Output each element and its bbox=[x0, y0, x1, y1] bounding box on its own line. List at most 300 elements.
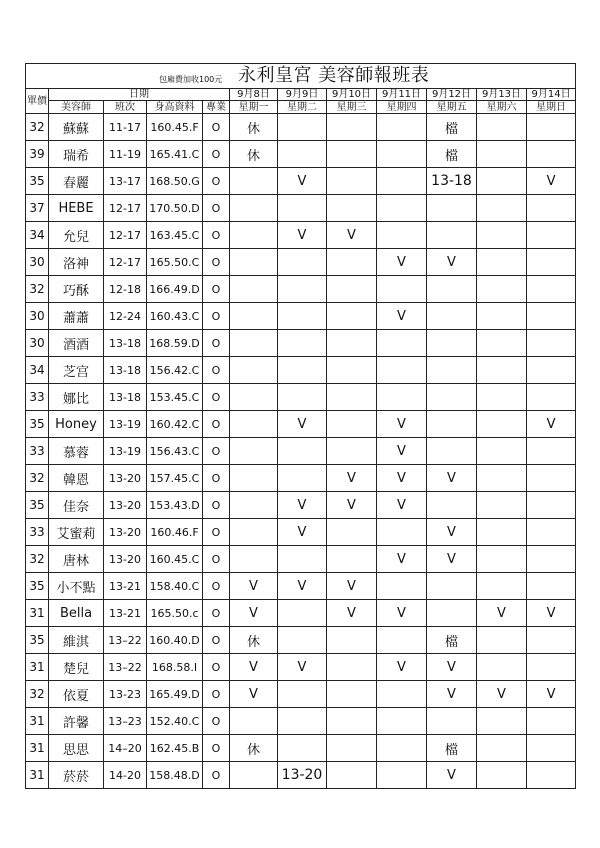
date-header: 9月13日 bbox=[477, 89, 527, 101]
day-cell: V bbox=[377, 465, 427, 492]
price-cell: 32 bbox=[26, 546, 49, 573]
shift-cell: 12-17 bbox=[104, 222, 147, 249]
price-cell: 31 bbox=[26, 762, 49, 789]
day-cell bbox=[327, 303, 377, 330]
beautician-name: 蘇蘇 bbox=[49, 114, 104, 141]
weekday-header: 星期一 bbox=[230, 101, 278, 114]
day-cell bbox=[230, 708, 278, 735]
table-row bbox=[26, 411, 576, 438]
shift-cell: 13–23 bbox=[104, 708, 147, 735]
day-cell bbox=[230, 519, 278, 546]
professional-cell: O bbox=[203, 276, 230, 303]
beautician-name: 蕭蕭 bbox=[49, 303, 104, 330]
shift-cell: 13–22 bbox=[104, 654, 147, 681]
shift-cell: 13-18 bbox=[104, 330, 147, 357]
beautician-name: 小不點 bbox=[49, 573, 104, 600]
table-row bbox=[26, 249, 576, 276]
day-cell bbox=[230, 384, 278, 411]
day-cell bbox=[477, 357, 527, 384]
day-cell bbox=[230, 222, 278, 249]
day-cell bbox=[278, 384, 327, 411]
table-row bbox=[26, 114, 576, 141]
weekday-header: 星期五 bbox=[427, 101, 477, 114]
day-cell bbox=[427, 195, 477, 222]
price-cell: 35 bbox=[26, 627, 49, 654]
table-row bbox=[26, 438, 576, 465]
body-column-header: 身高資料 bbox=[147, 101, 203, 114]
day-cell: V bbox=[427, 519, 477, 546]
day-cell: V bbox=[427, 249, 477, 276]
price-cell: 35 bbox=[26, 411, 49, 438]
day-cell bbox=[427, 573, 477, 600]
day-cell: V bbox=[527, 411, 576, 438]
body-data-cell: 153.43.D bbox=[147, 492, 203, 519]
day-cell bbox=[527, 546, 576, 573]
professional-cell: O bbox=[203, 168, 230, 195]
day-cell bbox=[327, 249, 377, 276]
day-cell bbox=[230, 546, 278, 573]
day-cell: 休 bbox=[230, 627, 278, 654]
shift-column-header: 班次 bbox=[104, 101, 147, 114]
price-cell: 34 bbox=[26, 357, 49, 384]
day-cell: 檔 bbox=[427, 114, 477, 141]
day-cell bbox=[427, 357, 477, 384]
day-cell bbox=[527, 573, 576, 600]
day-cell bbox=[477, 654, 527, 681]
day-cell: 13-20 bbox=[278, 762, 327, 789]
body-data-cell: 165.41.C bbox=[147, 141, 203, 168]
day-cell bbox=[477, 303, 527, 330]
header-row-dates bbox=[26, 89, 576, 101]
day-cell bbox=[278, 249, 327, 276]
day-cell bbox=[477, 627, 527, 654]
body-data-cell: 160.42.C bbox=[147, 411, 203, 438]
beautician-name: 佳奈 bbox=[49, 492, 104, 519]
shift-cell: 14–20 bbox=[104, 735, 147, 762]
day-cell: V bbox=[427, 546, 477, 573]
day-cell bbox=[427, 384, 477, 411]
day-cell bbox=[477, 573, 527, 600]
professional-cell: O bbox=[203, 357, 230, 384]
body-data-cell: 156.43.C bbox=[147, 438, 203, 465]
price-cell: 31 bbox=[26, 735, 49, 762]
body-data-cell: 153.45.C bbox=[147, 384, 203, 411]
price-cell: 30 bbox=[26, 330, 49, 357]
beautician-name: 允兒 bbox=[49, 222, 104, 249]
day-cell bbox=[477, 546, 527, 573]
beautician-name: 巧酥 bbox=[49, 276, 104, 303]
beautician-name: 慕蓉 bbox=[49, 438, 104, 465]
body-data-cell: 163.45.C bbox=[147, 222, 203, 249]
day-cell: V bbox=[377, 303, 427, 330]
body-data-cell: 166.49.D bbox=[147, 276, 203, 303]
professional-cell: O bbox=[203, 762, 230, 789]
day-cell: V bbox=[527, 600, 576, 627]
table-row bbox=[26, 600, 576, 627]
day-cell: V bbox=[278, 573, 327, 600]
day-cell bbox=[527, 249, 576, 276]
price-cell: 34 bbox=[26, 222, 49, 249]
day-cell: V bbox=[278, 519, 327, 546]
day-cell bbox=[278, 195, 327, 222]
day-cell bbox=[327, 762, 377, 789]
day-cell: V bbox=[377, 492, 427, 519]
day-cell bbox=[278, 114, 327, 141]
day-cell bbox=[477, 438, 527, 465]
day-cell bbox=[327, 438, 377, 465]
day-cell bbox=[477, 168, 527, 195]
day-cell: 檔 bbox=[427, 627, 477, 654]
shift-cell: 12-18 bbox=[104, 276, 147, 303]
shift-cell: 13-21 bbox=[104, 573, 147, 600]
professional-cell: O bbox=[203, 465, 230, 492]
day-cell bbox=[278, 438, 327, 465]
day-cell bbox=[278, 735, 327, 762]
body-data-cell: 168.50.G bbox=[147, 168, 203, 195]
day-cell: V bbox=[377, 654, 427, 681]
beautician-name: 思思 bbox=[49, 735, 104, 762]
day-cell bbox=[477, 762, 527, 789]
professional-cell: O bbox=[203, 681, 230, 708]
price-cell: 30 bbox=[26, 249, 49, 276]
shift-cell: 13-23 bbox=[104, 681, 147, 708]
date-header: 9月8日 bbox=[230, 89, 278, 101]
day-cell bbox=[477, 465, 527, 492]
professional-cell: O bbox=[203, 411, 230, 438]
day-cell bbox=[377, 708, 427, 735]
day-cell bbox=[477, 708, 527, 735]
day-cell: 13-18 bbox=[427, 168, 477, 195]
beautician-name: 菸菸 bbox=[49, 762, 104, 789]
table-row bbox=[26, 330, 576, 357]
professional-cell: O bbox=[203, 546, 230, 573]
day-cell: V bbox=[278, 222, 327, 249]
day-cell: V bbox=[527, 168, 576, 195]
day-cell: V bbox=[427, 681, 477, 708]
weekday-header: 星期六 bbox=[477, 101, 527, 114]
professional-cell: O bbox=[203, 735, 230, 762]
price-cell: 31 bbox=[26, 600, 49, 627]
day-cell: V bbox=[230, 681, 278, 708]
day-cell bbox=[377, 357, 427, 384]
header-row-labels bbox=[26, 101, 576, 114]
professional-cell: O bbox=[203, 222, 230, 249]
beautician-name: Bella bbox=[49, 600, 104, 627]
body-data-cell: 168.58.I bbox=[147, 654, 203, 681]
price-cell: 30 bbox=[26, 303, 49, 330]
day-cell bbox=[377, 330, 427, 357]
day-cell bbox=[327, 114, 377, 141]
body-data-cell: 165.50.C bbox=[147, 249, 203, 276]
body-data-cell: 160.45.C bbox=[147, 546, 203, 573]
table-row bbox=[26, 546, 576, 573]
beautician-name: 許馨 bbox=[49, 708, 104, 735]
day-cell: 休 bbox=[230, 114, 278, 141]
day-cell: V bbox=[477, 681, 527, 708]
price-cell: 32 bbox=[26, 465, 49, 492]
day-cell bbox=[527, 330, 576, 357]
day-cell bbox=[327, 735, 377, 762]
shift-cell: 13-21 bbox=[104, 600, 147, 627]
day-cell bbox=[327, 546, 377, 573]
day-cell bbox=[427, 708, 477, 735]
day-cell bbox=[327, 627, 377, 654]
day-cell bbox=[527, 114, 576, 141]
day-cell bbox=[327, 276, 377, 303]
name-column-header: 美容師 bbox=[49, 101, 104, 114]
day-cell bbox=[327, 519, 377, 546]
day-cell bbox=[477, 492, 527, 519]
day-cell bbox=[527, 141, 576, 168]
table-row bbox=[26, 654, 576, 681]
professional-cell: O bbox=[203, 627, 230, 654]
day-cell bbox=[278, 627, 327, 654]
date-header: 9月10日 bbox=[327, 89, 377, 101]
table-row bbox=[26, 384, 576, 411]
professional-cell: O bbox=[203, 600, 230, 627]
day-cell bbox=[327, 168, 377, 195]
day-cell bbox=[377, 114, 427, 141]
day-cell bbox=[278, 357, 327, 384]
day-cell bbox=[477, 222, 527, 249]
day-cell: V bbox=[278, 168, 327, 195]
table-row bbox=[26, 141, 576, 168]
day-cell bbox=[377, 384, 427, 411]
professional-cell: O bbox=[203, 708, 230, 735]
price-cell: 35 bbox=[26, 168, 49, 195]
day-cell bbox=[278, 546, 327, 573]
day-cell bbox=[327, 141, 377, 168]
table-row bbox=[26, 357, 576, 384]
day-cell bbox=[230, 330, 278, 357]
day-cell: 檔 bbox=[427, 735, 477, 762]
day-cell bbox=[477, 384, 527, 411]
table-row bbox=[26, 519, 576, 546]
day-cell bbox=[278, 681, 327, 708]
beautician-name: 酒酒 bbox=[49, 330, 104, 357]
day-cell bbox=[327, 357, 377, 384]
day-cell: V bbox=[230, 600, 278, 627]
day-cell: V bbox=[230, 654, 278, 681]
beautician-name: 維淇 bbox=[49, 627, 104, 654]
day-cell bbox=[527, 735, 576, 762]
shift-cell: 13-17 bbox=[104, 168, 147, 195]
body-data-cell: 160.45.F bbox=[147, 114, 203, 141]
body-data-cell: 162.45.B bbox=[147, 735, 203, 762]
day-cell: V bbox=[327, 600, 377, 627]
day-cell: V bbox=[327, 222, 377, 249]
shift-cell: 13-19 bbox=[104, 438, 147, 465]
body-data-cell: 160.40.D bbox=[147, 627, 203, 654]
day-cell bbox=[278, 465, 327, 492]
beautician-name: 楚兒 bbox=[49, 654, 104, 681]
body-data-cell: 168.59.D bbox=[147, 330, 203, 357]
day-cell bbox=[230, 762, 278, 789]
day-cell bbox=[278, 708, 327, 735]
body-data-cell: 160.46.F bbox=[147, 519, 203, 546]
day-cell bbox=[527, 222, 576, 249]
day-cell bbox=[230, 303, 278, 330]
day-cell: 休 bbox=[230, 735, 278, 762]
professional-cell: O bbox=[203, 492, 230, 519]
price-cell: 33 bbox=[26, 438, 49, 465]
day-cell bbox=[230, 492, 278, 519]
professional-cell: O bbox=[203, 249, 230, 276]
day-cell bbox=[477, 114, 527, 141]
beautician-name: 瑞希 bbox=[49, 141, 104, 168]
table-row bbox=[26, 276, 576, 303]
date-header: 9月11日 bbox=[377, 89, 427, 101]
table-row bbox=[26, 762, 576, 789]
day-cell bbox=[377, 573, 427, 600]
schedule-table bbox=[25, 63, 576, 789]
day-cell bbox=[327, 708, 377, 735]
day-cell bbox=[377, 168, 427, 195]
day-cell bbox=[230, 357, 278, 384]
beautician-name: Honey bbox=[49, 411, 104, 438]
price-cell: 33 bbox=[26, 519, 49, 546]
shift-cell: 11-19 bbox=[104, 141, 147, 168]
shift-cell: 13-20 bbox=[104, 492, 147, 519]
day-cell bbox=[477, 411, 527, 438]
day-cell bbox=[427, 438, 477, 465]
pro-column-header: 專業 bbox=[203, 101, 230, 114]
shift-cell: 11-17 bbox=[104, 114, 147, 141]
day-cell bbox=[327, 384, 377, 411]
day-cell bbox=[527, 627, 576, 654]
shift-cell: 12-24 bbox=[104, 303, 147, 330]
price-cell: 32 bbox=[26, 276, 49, 303]
day-cell: V bbox=[427, 465, 477, 492]
day-cell: V bbox=[477, 600, 527, 627]
day-cell bbox=[527, 519, 576, 546]
day-cell bbox=[230, 276, 278, 303]
day-cell bbox=[427, 492, 477, 519]
day-cell bbox=[477, 195, 527, 222]
day-cell bbox=[278, 600, 327, 627]
day-cell bbox=[327, 195, 377, 222]
price-cell: 33 bbox=[26, 384, 49, 411]
day-cell bbox=[377, 222, 427, 249]
body-data-cell: 152.40.C bbox=[147, 708, 203, 735]
day-cell bbox=[527, 438, 576, 465]
body-data-cell: 158.40.C bbox=[147, 573, 203, 600]
price-column-header: 單價 bbox=[26, 89, 49, 114]
shift-cell: 13–22 bbox=[104, 627, 147, 654]
day-cell bbox=[377, 276, 427, 303]
day-cell bbox=[527, 465, 576, 492]
day-cell bbox=[527, 303, 576, 330]
day-cell bbox=[327, 330, 377, 357]
day-cell bbox=[527, 654, 576, 681]
day-cell: V bbox=[327, 492, 377, 519]
beautician-name: 艾蜜莉 bbox=[49, 519, 104, 546]
day-cell bbox=[377, 627, 427, 654]
shift-cell: 14-20 bbox=[104, 762, 147, 789]
day-cell: 檔 bbox=[427, 141, 477, 168]
shift-cell: 13-18 bbox=[104, 357, 147, 384]
shift-cell: 13-18 bbox=[104, 384, 147, 411]
day-cell bbox=[278, 303, 327, 330]
shift-cell: 13-20 bbox=[104, 465, 147, 492]
day-cell bbox=[427, 600, 477, 627]
professional-cell: O bbox=[203, 114, 230, 141]
day-cell bbox=[527, 708, 576, 735]
day-cell bbox=[278, 330, 327, 357]
date-column-header: 日期 bbox=[49, 89, 230, 101]
professional-cell: O bbox=[203, 330, 230, 357]
price-cell: 31 bbox=[26, 654, 49, 681]
day-cell bbox=[377, 681, 427, 708]
day-cell bbox=[427, 303, 477, 330]
price-cell: 39 bbox=[26, 141, 49, 168]
day-cell: V bbox=[377, 546, 427, 573]
day-cell bbox=[527, 492, 576, 519]
professional-cell: O bbox=[203, 573, 230, 600]
day-cell bbox=[427, 276, 477, 303]
beautician-name: 韓恩 bbox=[49, 465, 104, 492]
day-cell bbox=[230, 249, 278, 276]
body-data-cell: 156.42.C bbox=[147, 357, 203, 384]
table-row bbox=[26, 492, 576, 519]
day-cell bbox=[377, 762, 427, 789]
shift-cell: 13-20 bbox=[104, 546, 147, 573]
table-row bbox=[26, 465, 576, 492]
professional-cell: O bbox=[203, 384, 230, 411]
day-cell: V bbox=[427, 762, 477, 789]
beautician-name: 芝宫 bbox=[49, 357, 104, 384]
day-cell bbox=[327, 654, 377, 681]
table-row bbox=[26, 735, 576, 762]
day-cell: V bbox=[377, 600, 427, 627]
table-row bbox=[26, 195, 576, 222]
weekday-header: 星期二 bbox=[278, 101, 327, 114]
day-cell bbox=[527, 384, 576, 411]
sheet-title: 永利皇宮 美容師報班表 bbox=[238, 65, 430, 86]
day-cell bbox=[477, 249, 527, 276]
shift-cell: 12-17 bbox=[104, 195, 147, 222]
shift-cell: 13-20 bbox=[104, 519, 147, 546]
day-cell bbox=[477, 141, 527, 168]
body-data-cell: 165.50.c bbox=[147, 600, 203, 627]
price-cell: 35 bbox=[26, 573, 49, 600]
day-cell: V bbox=[377, 438, 427, 465]
day-cell: V bbox=[327, 573, 377, 600]
price-cell: 31 bbox=[26, 708, 49, 735]
date-header: 9月9日 bbox=[278, 89, 327, 101]
day-cell bbox=[427, 411, 477, 438]
day-cell: V bbox=[278, 492, 327, 519]
body-data-cell: 160.43.C bbox=[147, 303, 203, 330]
day-cell: V bbox=[377, 249, 427, 276]
day-cell: 休 bbox=[230, 141, 278, 168]
table-row bbox=[26, 573, 576, 600]
day-cell bbox=[377, 519, 427, 546]
day-cell bbox=[527, 276, 576, 303]
day-cell bbox=[527, 357, 576, 384]
day-cell bbox=[230, 195, 278, 222]
day-cell bbox=[377, 141, 427, 168]
professional-cell: O bbox=[203, 519, 230, 546]
day-cell bbox=[230, 411, 278, 438]
price-cell: 35 bbox=[26, 492, 49, 519]
day-cell: V bbox=[377, 411, 427, 438]
body-data-cell: 157.45.C bbox=[147, 465, 203, 492]
price-cell: 32 bbox=[26, 681, 49, 708]
shift-cell: 13-19 bbox=[104, 411, 147, 438]
table-row bbox=[26, 681, 576, 708]
shift-cell: 12-17 bbox=[104, 249, 147, 276]
